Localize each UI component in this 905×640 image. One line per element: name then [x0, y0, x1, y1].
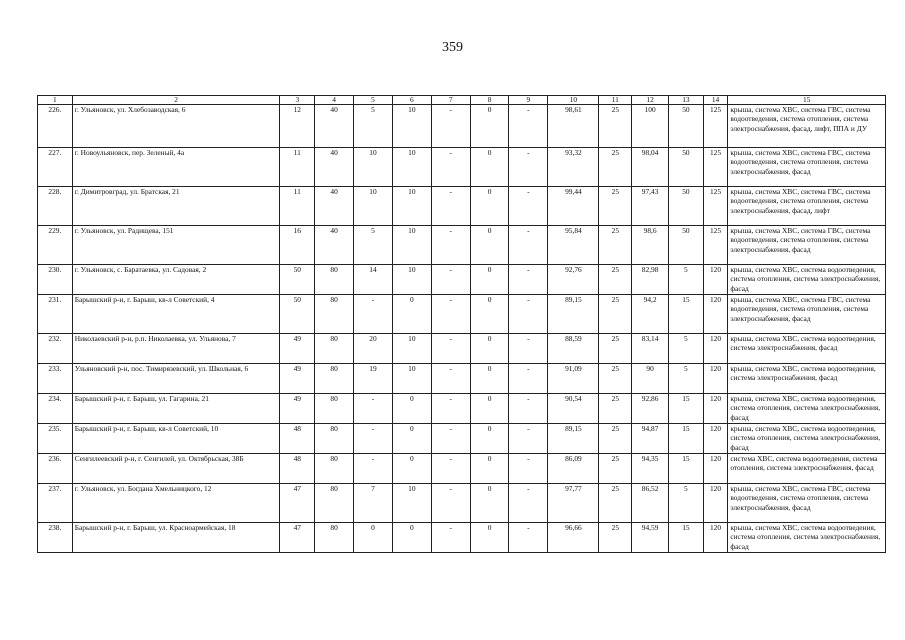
- value-cell-c5: -: [354, 424, 393, 454]
- row-number: 238.: [38, 523, 73, 553]
- value-cell-c5: 10: [354, 187, 393, 226]
- value-cell-c9: -: [509, 364, 548, 394]
- value-cell-c12: 98,6: [632, 226, 669, 265]
- value-cell-c11: 25: [599, 226, 632, 265]
- value-cell-c12: 86,52: [632, 484, 669, 523]
- works-cell: крыша, система ХВС, система ГВС, система водоотведения, система отопления, система электроснабжения, фасад: [728, 148, 886, 187]
- value-cell-c14: 120: [703, 484, 728, 523]
- column-header: 1: [38, 96, 73, 105]
- value-cell-c14: 120: [703, 364, 728, 394]
- value-cell-c12: 98,04: [632, 148, 669, 187]
- column-header: 2: [72, 96, 280, 105]
- value-cell-c3: 48: [280, 454, 315, 484]
- value-cell-c3: 47: [280, 484, 315, 523]
- value-cell-c7: -: [431, 523, 470, 553]
- address-cell: Барышский р-н, г. Барыш, ул. Красноармейская, 18: [72, 523, 280, 553]
- value-cell-c11: 25: [599, 394, 632, 424]
- value-cell-c5: 7: [354, 484, 393, 523]
- value-cell-c3: 11: [280, 148, 315, 187]
- value-cell-c7: -: [431, 334, 470, 364]
- column-header: 4: [315, 96, 354, 105]
- works-cell: крыша, система ХВС, система водоотведения, система отопления, система электроснабжения, фасад: [728, 424, 886, 454]
- value-cell-c3: 12: [280, 105, 315, 148]
- table-body: [38, 105, 886, 553]
- row-number: 227.: [38, 148, 73, 187]
- row-number: 237.: [38, 484, 73, 523]
- value-cell-c7: -: [431, 148, 470, 187]
- value-cell-c4: 80: [315, 394, 354, 424]
- value-cell-c9: -: [509, 484, 548, 523]
- value-cell-c6: 0: [392, 523, 431, 553]
- value-cell-c7: -: [431, 454, 470, 484]
- works-cell: крыша, система ХВС, система водоотведения, система отопления, система электроснабжения, фасад: [728, 523, 886, 553]
- table-row: [38, 105, 886, 148]
- value-cell-c4: 80: [315, 484, 354, 523]
- value-cell-c9: -: [509, 454, 548, 484]
- works-cell: крыша, система ХВС, система ГВС, система водоотведения, система отопления, система электроснабжения, фасад: [728, 226, 886, 265]
- row-number: 228.: [38, 187, 73, 226]
- value-cell-c10: 96,66: [548, 523, 599, 553]
- value-cell-c10: 93,32: [548, 148, 599, 187]
- works-cell: крыша, система ХВС, система ГВС, система водоотведения, система отопления, система электроснабжения, фасад: [728, 295, 886, 334]
- value-cell-c3: 49: [280, 394, 315, 424]
- value-cell-c5: 14: [354, 265, 393, 295]
- works-cell: крыша, система ХВС, система ГВС, система водоотведения, система отопления, система электроснабжения, фасад, лифт: [728, 187, 886, 226]
- value-cell-c13: 5: [669, 484, 704, 523]
- value-cell-c11: 25: [599, 295, 632, 334]
- works-cell: крыша, система ХВС, система ГВС, система водоотведения, система отопления, система электроснабжения, фасад, лифт, ППА и ДУ: [728, 105, 886, 148]
- value-cell-c11: 25: [599, 454, 632, 484]
- address-cell: г. Ульяновск, ул. Хлебозаводская, 6: [72, 105, 280, 148]
- value-cell-c9: -: [509, 424, 548, 454]
- address-cell: г. Ульяновск, ул. Радищева, 151: [72, 226, 280, 265]
- value-cell-c8: 0: [470, 424, 509, 454]
- value-cell-c14: 120: [703, 424, 728, 454]
- table-row: [38, 454, 886, 484]
- works-cell: система ХВС, система водоотведения, система отопления, система электроснабжения, фасад: [728, 454, 886, 484]
- works-cell: крыша, система ХВС, система ГВС, система водоотведения, система отопления, система электроснабжения, фасад: [728, 484, 886, 523]
- value-cell-c6: 0: [392, 454, 431, 484]
- value-cell-c12: 82,98: [632, 265, 669, 295]
- value-cell-c13: 5: [669, 334, 704, 364]
- value-cell-c5: 10: [354, 148, 393, 187]
- value-cell-c12: 92,86: [632, 394, 669, 424]
- value-cell-c10: 88,59: [548, 334, 599, 364]
- value-cell-c7: -: [431, 394, 470, 424]
- value-cell-c5: 19: [354, 364, 393, 394]
- row-number: 236.: [38, 454, 73, 484]
- table-row: [38, 295, 886, 334]
- value-cell-c10: 86,09: [548, 454, 599, 484]
- value-cell-c6: 10: [392, 334, 431, 364]
- value-cell-c8: 0: [470, 334, 509, 364]
- value-cell-c9: -: [509, 148, 548, 187]
- value-cell-c9: -: [509, 523, 548, 553]
- table-row: [38, 265, 886, 295]
- value-cell-c3: 49: [280, 334, 315, 364]
- value-cell-c11: 25: [599, 334, 632, 364]
- value-cell-c4: 80: [315, 334, 354, 364]
- value-cell-c4: 40: [315, 187, 354, 226]
- works-cell: крыша, система ХВС, система водоотведения, система электроснабжения, фасад: [728, 334, 886, 364]
- value-cell-c5: -: [354, 295, 393, 334]
- column-header: 7: [431, 96, 470, 105]
- table-row: [38, 148, 886, 187]
- value-cell-c7: -: [431, 295, 470, 334]
- column-header: 8: [470, 96, 509, 105]
- value-cell-c4: 80: [315, 454, 354, 484]
- value-cell-c11: 25: [599, 424, 632, 454]
- table-row: [38, 424, 886, 454]
- table-row: [38, 364, 886, 394]
- value-cell-c3: 16: [280, 226, 315, 265]
- value-cell-c14: 125: [703, 148, 728, 187]
- value-cell-c13: 15: [669, 394, 704, 424]
- value-cell-c12: 97,43: [632, 187, 669, 226]
- address-cell: г. Ульяновск, ул. Богдана Хмельницкого, 12: [72, 484, 280, 523]
- address-cell: Барышский р-н, г. Барыш, ул. Гагарина, 21: [72, 394, 280, 424]
- value-cell-c8: 0: [470, 148, 509, 187]
- value-cell-c3: 49: [280, 364, 315, 394]
- value-cell-c6: 10: [392, 226, 431, 265]
- value-cell-c10: 98,61: [548, 105, 599, 148]
- value-cell-c4: 40: [315, 226, 354, 265]
- row-number: 232.: [38, 334, 73, 364]
- table-row: [38, 523, 886, 553]
- row-number: 231.: [38, 295, 73, 334]
- value-cell-c14: 120: [703, 523, 728, 553]
- value-cell-c9: -: [509, 334, 548, 364]
- value-cell-c14: 120: [703, 394, 728, 424]
- value-cell-c4: 40: [315, 148, 354, 187]
- address-cell: г. Димитровград, ул. Братская, 21: [72, 187, 280, 226]
- address-cell: Барышский р-н, г. Барыш, кв-л Советский, 10: [72, 424, 280, 454]
- value-cell-c8: 0: [470, 484, 509, 523]
- value-cell-c8: 0: [470, 226, 509, 265]
- value-cell-c8: 0: [470, 187, 509, 226]
- column-header: 13: [669, 96, 704, 105]
- value-cell-c6: 0: [392, 424, 431, 454]
- row-number: 233.: [38, 364, 73, 394]
- value-cell-c10: 89,15: [548, 295, 599, 334]
- value-cell-c10: 97,77: [548, 484, 599, 523]
- column-header: 5: [354, 96, 393, 105]
- column-header: 3: [280, 96, 315, 105]
- column-header: 10: [548, 96, 599, 105]
- value-cell-c14: 125: [703, 105, 728, 148]
- value-cell-c14: 125: [703, 226, 728, 265]
- value-cell-c7: -: [431, 187, 470, 226]
- table-row: [38, 187, 886, 226]
- value-cell-c6: 10: [392, 484, 431, 523]
- value-cell-c13: 5: [669, 265, 704, 295]
- register-table: [37, 95, 886, 553]
- value-cell-c3: 50: [280, 295, 315, 334]
- value-cell-c14: 120: [703, 334, 728, 364]
- address-cell: Николаевский р-н, р.п. Николаевка, ул. Ульянова, 7: [72, 334, 280, 364]
- value-cell-c11: 25: [599, 523, 632, 553]
- value-cell-c9: -: [509, 226, 548, 265]
- row-number: 230.: [38, 265, 73, 295]
- value-cell-c8: 0: [470, 265, 509, 295]
- value-cell-c12: 94,35: [632, 454, 669, 484]
- value-cell-c11: 25: [599, 484, 632, 523]
- header-row: [38, 96, 886, 105]
- address-cell: Ульяновский р-н, пос. Тимирязевский, ул. Школьная, 6: [72, 364, 280, 394]
- value-cell-c6: 10: [392, 364, 431, 394]
- page-number: 359: [442, 40, 463, 55]
- value-cell-c6: 0: [392, 295, 431, 334]
- value-cell-c4: 80: [315, 364, 354, 394]
- value-cell-c7: -: [431, 484, 470, 523]
- value-cell-c6: 0: [392, 394, 431, 424]
- value-cell-c7: -: [431, 424, 470, 454]
- column-header: 12: [632, 96, 669, 105]
- value-cell-c12: 90: [632, 364, 669, 394]
- value-cell-c14: 120: [703, 265, 728, 295]
- address-cell: г. Новоульяновск, пер. Зеленый, 4а: [72, 148, 280, 187]
- value-cell-c9: -: [509, 187, 548, 226]
- value-cell-c5: 5: [354, 226, 393, 265]
- value-cell-c14: 120: [703, 295, 728, 334]
- value-cell-c13: 50: [669, 148, 704, 187]
- row-number: 235.: [38, 424, 73, 454]
- value-cell-c11: 25: [599, 105, 632, 148]
- value-cell-c3: 48: [280, 424, 315, 454]
- works-cell: крыша, система ХВС, система водоотведения, система отопления, система электроснабжения, фасад: [728, 265, 886, 295]
- works-cell: крыша, система ХВС, система водоотведения, система отопления, система электроснабжения, фасад: [728, 394, 886, 424]
- value-cell-c12: 94,87: [632, 424, 669, 454]
- value-cell-c13: 50: [669, 105, 704, 148]
- value-cell-c4: 80: [315, 265, 354, 295]
- value-cell-c13: 50: [669, 187, 704, 226]
- value-cell-c10: 92,76: [548, 265, 599, 295]
- value-cell-c11: 25: [599, 187, 632, 226]
- value-cell-c13: 15: [669, 523, 704, 553]
- value-cell-c9: -: [509, 295, 548, 334]
- value-cell-c8: 0: [470, 105, 509, 148]
- column-header: 11: [599, 96, 632, 105]
- value-cell-c14: 125: [703, 187, 728, 226]
- value-cell-c8: 0: [470, 523, 509, 553]
- value-cell-c13: 50: [669, 226, 704, 265]
- value-cell-c8: 0: [470, 454, 509, 484]
- value-cell-c8: 0: [470, 364, 509, 394]
- column-header: 6: [392, 96, 431, 105]
- value-cell-c5: 0: [354, 523, 393, 553]
- value-cell-c6: 10: [392, 187, 431, 226]
- row-number: 226.: [38, 105, 73, 148]
- value-cell-c10: 95,84: [548, 226, 599, 265]
- value-cell-c4: 80: [315, 424, 354, 454]
- value-cell-c13: 15: [669, 454, 704, 484]
- value-cell-c6: 10: [392, 265, 431, 295]
- value-cell-c12: 83,14: [632, 334, 669, 364]
- table-row: [38, 394, 886, 424]
- value-cell-c4: 80: [315, 295, 354, 334]
- value-cell-c13: 15: [669, 424, 704, 454]
- row-number: 229.: [38, 226, 73, 265]
- value-cell-c11: 25: [599, 148, 632, 187]
- value-cell-c12: 94,2: [632, 295, 669, 334]
- value-cell-c11: 25: [599, 265, 632, 295]
- value-cell-c6: 10: [392, 148, 431, 187]
- works-cell: крыша, система ХВС, система водоотведения, система электроснабжения, фасад: [728, 364, 886, 394]
- value-cell-c7: -: [431, 105, 470, 148]
- value-cell-c10: 91,09: [548, 364, 599, 394]
- value-cell-c10: 89,15: [548, 424, 599, 454]
- column-header: 14: [703, 96, 728, 105]
- table-row: [38, 334, 886, 364]
- value-cell-c4: 80: [315, 523, 354, 553]
- value-cell-c7: -: [431, 265, 470, 295]
- table-row: [38, 226, 886, 265]
- value-cell-c14: 120: [703, 454, 728, 484]
- value-cell-c7: -: [431, 226, 470, 265]
- table-row: [38, 484, 886, 523]
- value-cell-c7: -: [431, 364, 470, 394]
- value-cell-c10: 99,44: [548, 187, 599, 226]
- value-cell-c5: 20: [354, 334, 393, 364]
- value-cell-c8: 0: [470, 295, 509, 334]
- value-cell-c3: 47: [280, 523, 315, 553]
- address-cell: Барышский р-н, г. Барыш, кв-л Советский, 4: [72, 295, 280, 334]
- column-header: 15: [728, 96, 886, 105]
- value-cell-c12: 100: [632, 105, 669, 148]
- value-cell-c9: -: [509, 265, 548, 295]
- value-cell-c3: 11: [280, 187, 315, 226]
- address-cell: г. Ульяновск, с. Баратаевка, ул. Садовая, 2: [72, 265, 280, 295]
- value-cell-c8: 0: [470, 394, 509, 424]
- value-cell-c3: 50: [280, 265, 315, 295]
- value-cell-c4: 40: [315, 105, 354, 148]
- column-header: 9: [509, 96, 548, 105]
- value-cell-c5: 5: [354, 105, 393, 148]
- value-cell-c13: 5: [669, 364, 704, 394]
- value-cell-c13: 15: [669, 295, 704, 334]
- value-cell-c5: -: [354, 394, 393, 424]
- address-cell: Сенгилеевский р-н, г. Сенгилей, ул. Октябрьская, 38Б: [72, 454, 280, 484]
- value-cell-c10: 90,54: [548, 394, 599, 424]
- value-cell-c9: -: [509, 394, 548, 424]
- value-cell-c9: -: [509, 105, 548, 148]
- value-cell-c6: 10: [392, 105, 431, 148]
- value-cell-c5: -: [354, 454, 393, 484]
- value-cell-c11: 25: [599, 364, 632, 394]
- row-number: 234.: [38, 394, 73, 424]
- value-cell-c12: 94,59: [632, 523, 669, 553]
